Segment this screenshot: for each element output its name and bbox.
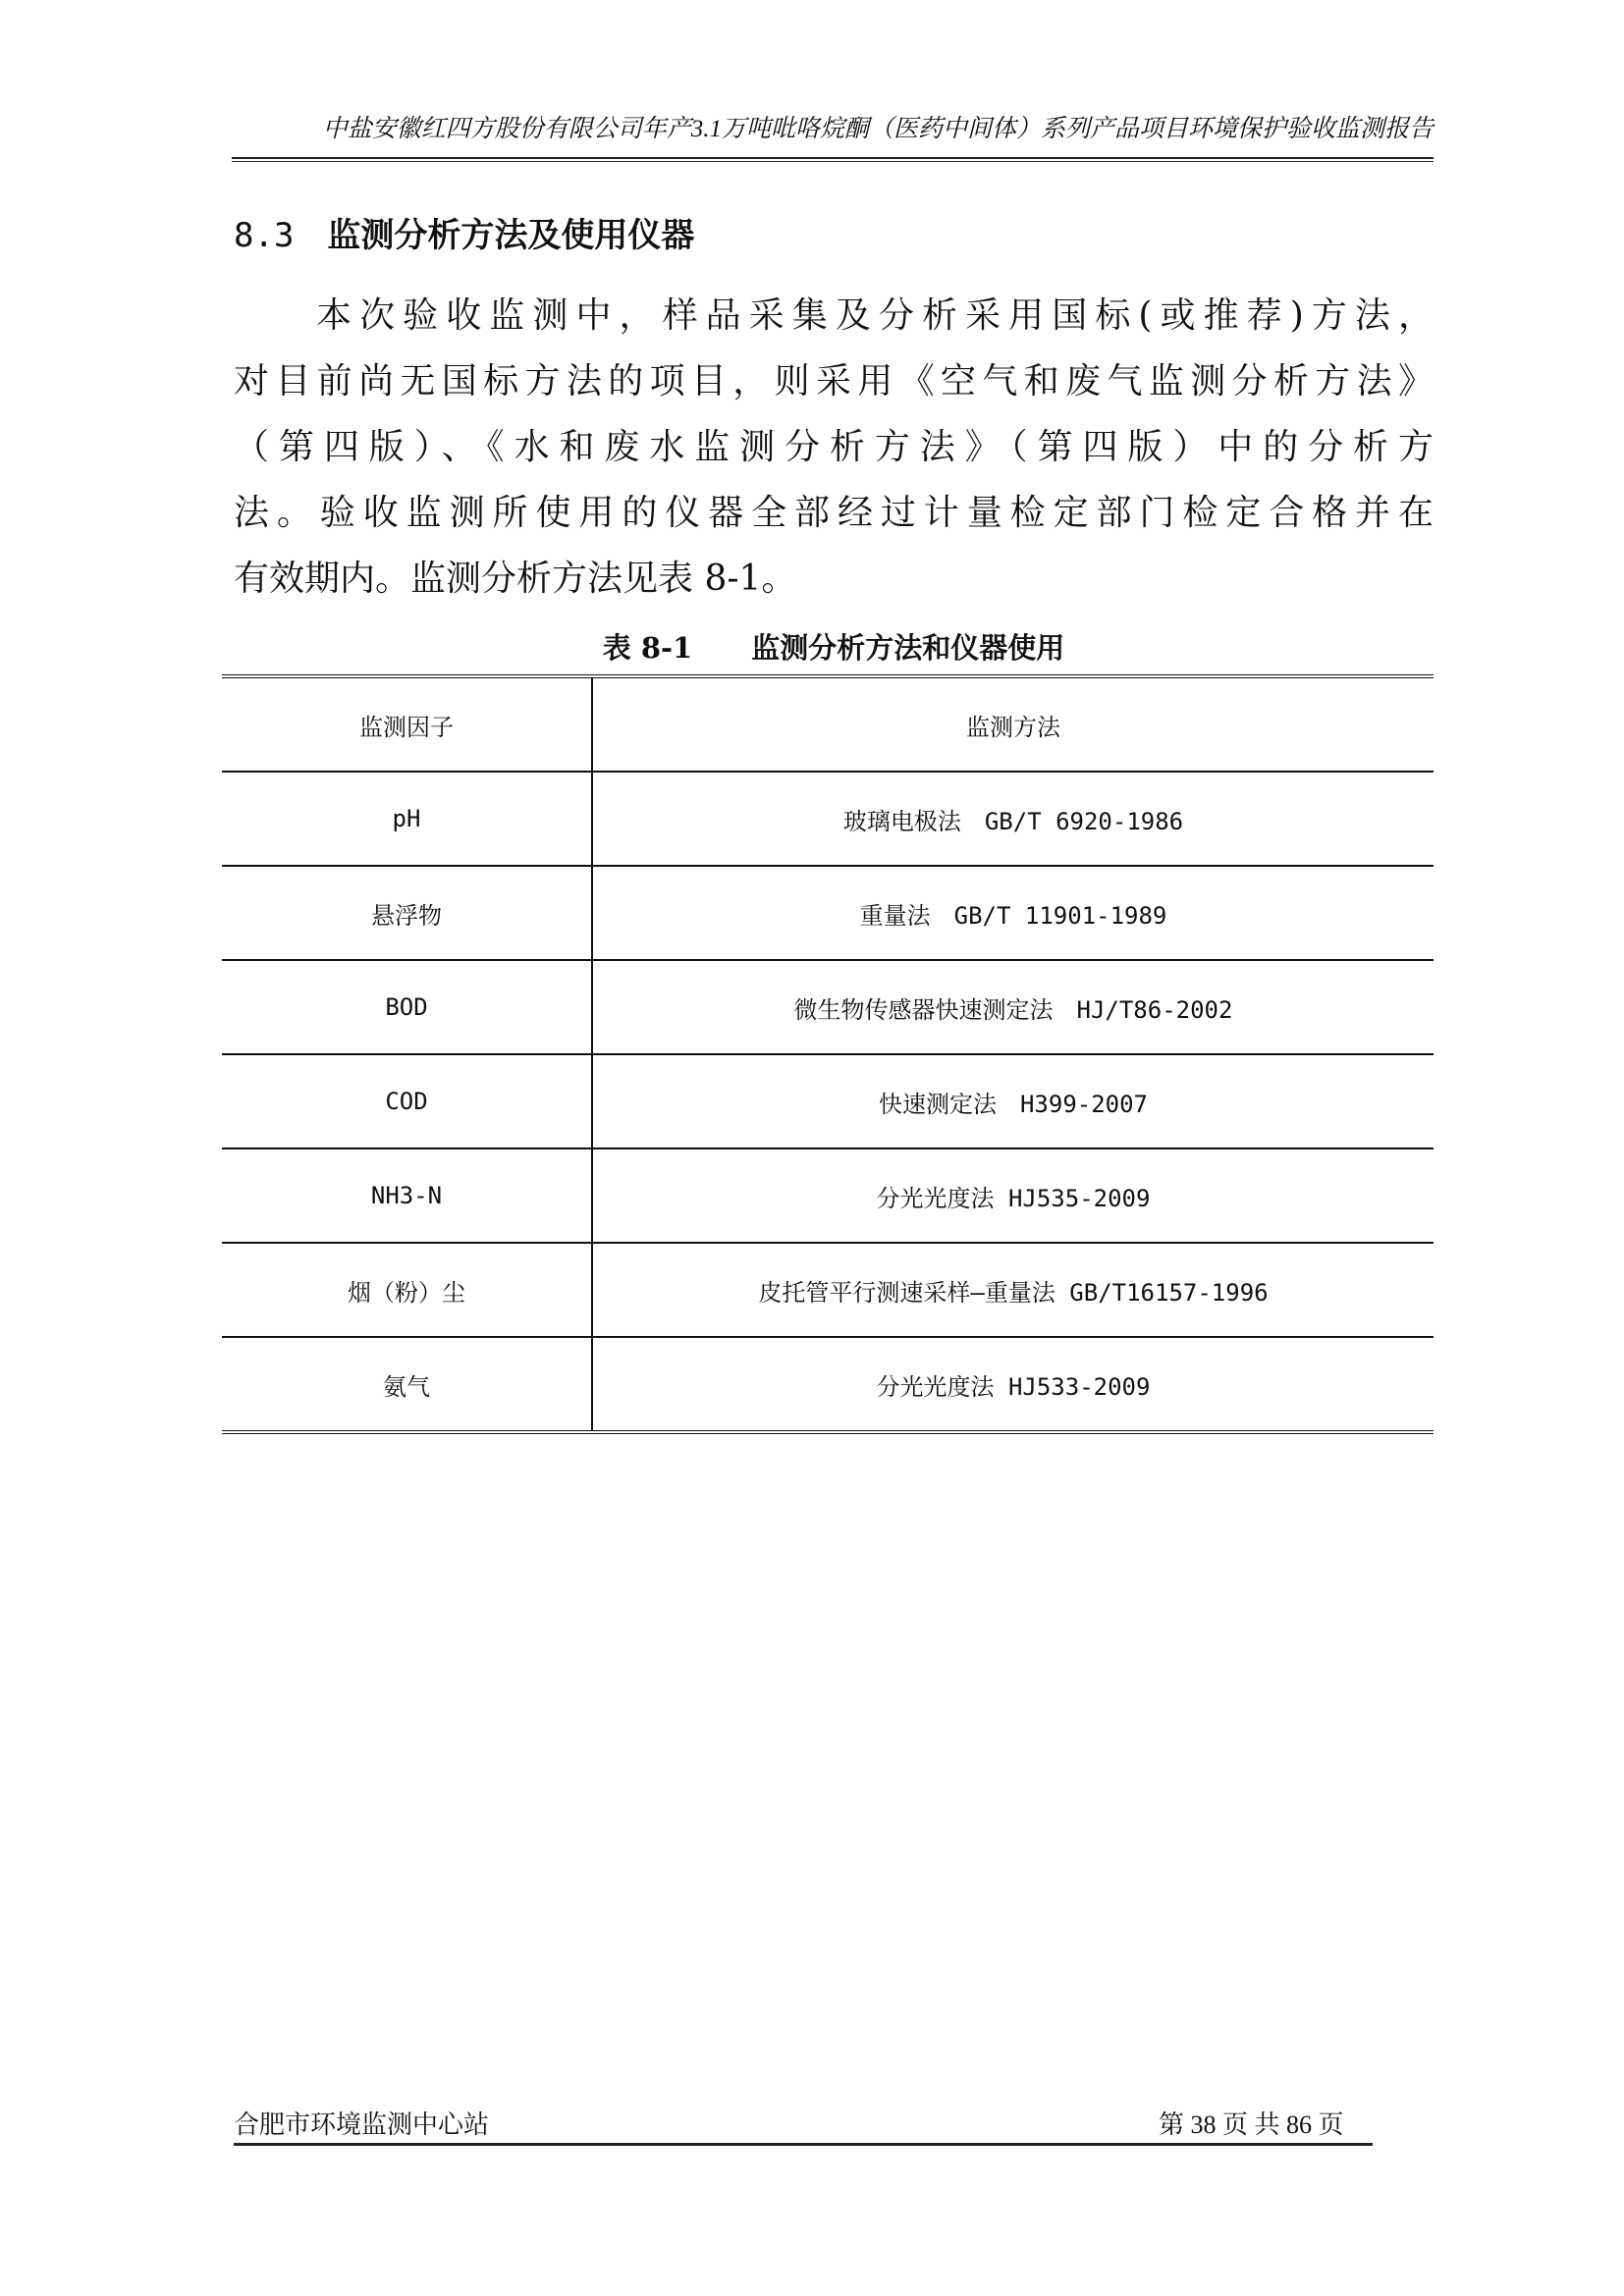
- cell-factor: NH3-N: [222, 1148, 592, 1243]
- header-divider: [232, 157, 1434, 162]
- table-row: [222, 866, 1434, 960]
- report-header-title: 中盐安徽红四方股份有限公司年产3.1万吨吡咯烷酮（医药中间体）系列产品项目环境保护验收监测报告: [322, 116, 1434, 142]
- cell-factor: 烟（粉）尘: [222, 1243, 592, 1337]
- header-cell-factor: 监测因子: [222, 676, 592, 772]
- table-row: [222, 1148, 1434, 1243]
- table-caption-title: 监测分析方法和仪器使用: [751, 631, 1065, 665]
- table-row: [222, 1337, 1434, 1432]
- footer-divider: [234, 2143, 1373, 2146]
- methods-table: [222, 674, 1434, 1434]
- table-row: [222, 960, 1434, 1054]
- section-heading: [234, 210, 694, 261]
- table-header-row: [222, 676, 1434, 772]
- cell-method: 皮托管平行测速采样—重量法 GB/T16157-1996: [592, 1243, 1434, 1337]
- table-row: [222, 1243, 1434, 1337]
- cell-method: 玻璃电极法 GB/T 6920-1986: [592, 772, 1434, 866]
- body-paragraph: [234, 283, 1434, 612]
- table-row: [222, 1054, 1434, 1148]
- cell-factor: 悬浮物: [222, 866, 592, 960]
- header-cell-method: 监测方法: [592, 676, 1434, 772]
- table-caption: [234, 628, 1434, 667]
- cell-method: 快速测定法 H399-2007: [592, 1054, 1434, 1148]
- cell-factor: pH: [222, 772, 592, 866]
- cell-method: 分光光度法 HJ533-2009: [876, 1372, 1151, 1401]
- paragraph-line: 有效期内。监测分析方法见表 8-1。: [234, 559, 797, 599]
- paragraph-line: 法。验收监测所使用的仪器全部经过计量检定部门检定合格并在: [234, 493, 1434, 533]
- footer-page-number: 第 38 页 共 86 页: [1159, 2110, 1344, 2139]
- paragraph-line: （第四版）、《水和废水监测分析方法》（第四版）中的分析方: [234, 427, 1434, 467]
- footer-organization: 合肥市环境监测中心站: [234, 2110, 490, 2139]
- cell-method: 微生物传感器快速测定法 HJ/T86-2002: [592, 960, 1434, 1054]
- cell-factor: COD: [222, 1054, 592, 1148]
- cell-method: 重量法 GB/T 11901-1989: [592, 866, 1434, 960]
- paragraph-line: 对目前尚无国标方法的项目，则采用《空气和废气监测分析方法》: [234, 361, 1434, 401]
- table-row: [222, 772, 1434, 866]
- table-caption-number: 表 8-1: [602, 631, 693, 665]
- cell-factor: BOD: [222, 960, 592, 1054]
- section-number: 8.3: [234, 216, 295, 255]
- cell-method: 分光光度法 HJ535-2009: [592, 1148, 1434, 1243]
- cell-factor: 氨气: [222, 1337, 592, 1432]
- paragraph-line: 本次验收监测中，样品采集及分析采用国标(或推荐)方法，: [316, 295, 1434, 336]
- section-title: 监测分析方法及使用仪器: [327, 216, 695, 255]
